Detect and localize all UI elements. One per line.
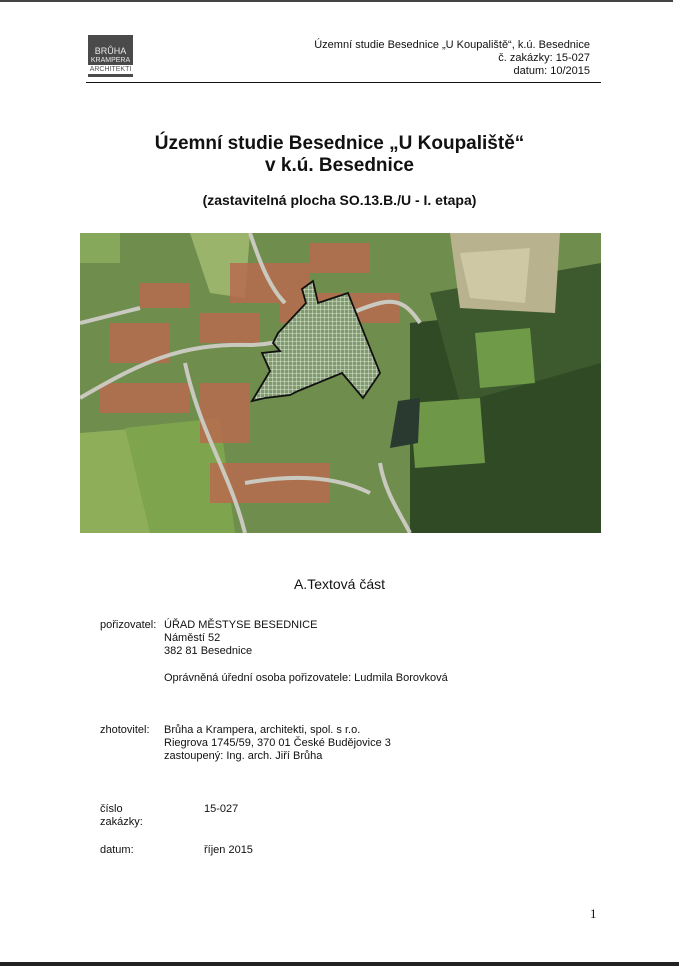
page-bottom-edge: [0, 962, 679, 966]
logo-line-1: BRŮHA: [94, 46, 127, 56]
document-subtitle: (zastavitelná plocha SO.13.B./U - I. etapa): [202, 192, 477, 208]
porizovatel-official: Oprávněná úřední osoba pořizovatele: Ludmila Borovková: [164, 672, 448, 684]
porizovatel-name: ÚŘAD MĚSTYSE BESEDNICE: [164, 619, 318, 631]
logo-line-3: ARCHITEKTI: [89, 66, 132, 73]
company-logo: [88, 35, 133, 77]
aerial-map-image: [80, 233, 601, 533]
page-number: 1: [590, 906, 597, 921]
header-date: datum: 10/2015: [513, 65, 590, 77]
section-title: A.Textová část: [293, 576, 386, 592]
header-meta: [314, 39, 590, 78]
porizovatel-street: Náměstí 52: [164, 632, 221, 644]
header-divider: [86, 82, 601, 83]
zhotovitel-representative: zastoupený: Ing. arch. Jiří Brůha: [164, 750, 323, 762]
title-line-2: v k.ú. Besednice: [265, 155, 414, 176]
aerial-map-illustration: [80, 233, 601, 533]
logo-line-2: KRAMPERA: [90, 57, 131, 64]
zhotovitel-address: Riegrova 1745/59, 370 01 České Budějovice 3: [164, 737, 391, 749]
order-number-label: číslo zakázky:: [100, 803, 143, 828]
date-label: datum:: [100, 844, 134, 856]
porizovatel-city: 382 81 Besednice: [164, 645, 253, 657]
title-line-1: Územní studie Besednice „U Koupaliště“: [154, 133, 525, 154]
zhotovitel-label: zhotovitel:: [100, 724, 150, 736]
porizovatel-label: pořizovatel:: [100, 619, 157, 631]
header-doc-title: Územní studie Besednice „U Koupaliště“, k.ú. Besednice: [314, 39, 590, 51]
zhotovitel-company: Brůha a Krampera, architekti, spol. s r.o.: [164, 724, 361, 736]
page-top-edge: [0, 0, 673, 2]
document-title: [0, 133, 679, 177]
date-value: říjen 2015: [204, 844, 253, 856]
header-order-number: č. zakázky: 15-027: [498, 52, 590, 64]
order-number-value: 15-027: [204, 803, 239, 815]
